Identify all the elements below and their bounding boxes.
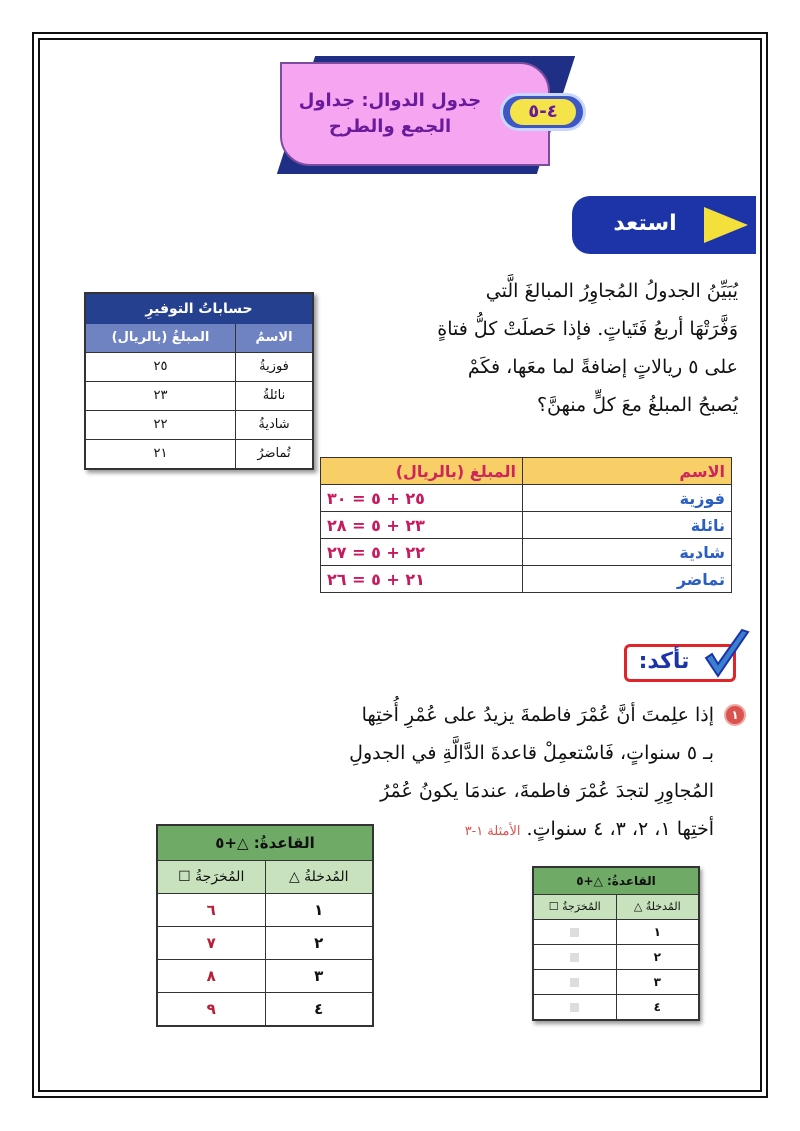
- table-row: [158, 993, 372, 1025]
- cell-name: نائلة: [523, 512, 732, 539]
- header-name: الاسمُ: [235, 324, 312, 352]
- table-row: [534, 945, 698, 970]
- prepare-label: استعد: [613, 211, 677, 236]
- header-name: الاسم: [523, 458, 732, 485]
- table-row: [321, 485, 732, 512]
- savings-table-header: [86, 324, 312, 352]
- cell-expression: ٢٥ + ٥ = ٣٠: [321, 485, 523, 512]
- cell-amount: ٢٢: [153, 417, 168, 432]
- header-output: المُخرَجةُ ☐: [548, 900, 601, 913]
- function-table-header: [158, 861, 372, 894]
- function-rule: القاعدةُ: △+٥: [534, 868, 698, 895]
- cell-input: ٣: [616, 970, 699, 994]
- cell-name: تُماضرُ: [235, 440, 312, 468]
- blank-output-cell[interactable]: [534, 995, 616, 1019]
- placeholder-square-icon: [570, 978, 579, 987]
- table-row: [86, 352, 312, 381]
- table-row: [321, 512, 732, 539]
- cell-name: شادية: [523, 539, 732, 566]
- blank-output-cell[interactable]: [534, 920, 616, 944]
- cell-input: ١: [265, 894, 373, 926]
- cell-output: ٩: [206, 1000, 216, 1018]
- lesson-title-line-1: جدول الدوال: جداول: [298, 90, 482, 111]
- intro-line: وَفَّرَتْهَا أربعُ فَتَياتٍ. فإذا حَصلَتْ كلُّ فتاةٍ: [437, 318, 738, 340]
- cell-name: تماضر: [523, 566, 732, 593]
- cell-amount: ٢١: [153, 446, 168, 461]
- table-row: [534, 995, 698, 1019]
- cell-output: ٧: [206, 934, 216, 952]
- cell-expression: ٢١ + ٥ = ٢٦: [321, 566, 523, 593]
- table-row: [534, 920, 698, 945]
- cell-name: شاديةُ: [235, 411, 312, 439]
- cell-name: فوزيةُ: [235, 353, 312, 381]
- function-table-blank: [532, 866, 700, 1021]
- intro-line: على ٥ ريالاتٍ إضافةً لما معَها، فكَمْ: [467, 356, 738, 378]
- exercise-line: المُجاوِرِ لتجدَ عُمْرَ فاطمةَ، عندمَا يكونُ عُمْرُ: [380, 780, 714, 802]
- lesson-title-line-2: الجمع والطرح: [328, 116, 452, 137]
- savings-table: [84, 292, 314, 470]
- header-input: المُدخلةُ △: [616, 895, 699, 919]
- exercise-line: إذا علِمتَ أنَّ عُمْرَ فاطمةَ يزيدُ على عُمْرِ أُختِها: [361, 704, 714, 726]
- function-table-answer: [156, 824, 374, 1027]
- blank-output-cell[interactable]: [534, 970, 616, 994]
- cell-input: ١: [616, 920, 699, 944]
- computed-table: [320, 457, 732, 593]
- lesson-title: [290, 88, 490, 140]
- cell-input: ٢: [616, 945, 699, 969]
- table-row: [86, 381, 312, 410]
- placeholder-square-icon: [570, 953, 579, 962]
- computed-table-header: [321, 458, 732, 485]
- table-row: [86, 410, 312, 439]
- table-row: [86, 439, 312, 468]
- exercise-line-text: أختِها ١، ٢، ٣، ٤ سنواتٍ.: [526, 818, 714, 840]
- header-amount: المبلغُ (بالريال): [111, 330, 210, 345]
- header-output: المُخرَجةُ ☐: [178, 869, 245, 885]
- lesson-number: ٤-٥: [510, 99, 576, 125]
- cell-output: ٦: [206, 901, 216, 919]
- table-row: [158, 960, 372, 993]
- placeholder-square-icon: [570, 1003, 579, 1012]
- cell-output: ٨: [206, 967, 216, 985]
- table-row: [321, 566, 732, 593]
- blank-output-cell[interactable]: [534, 945, 616, 969]
- table-row: [534, 970, 698, 995]
- cell-name: نائلةُ: [235, 382, 312, 410]
- function-table-header: [534, 895, 698, 920]
- exercise-line: بـ ٥ سنواتٍ، فَاسْتعمِلْ قاعدةَ الدَّالَّةِ في الجدولِ: [349, 742, 714, 764]
- header-input: المُدخلةُ △: [265, 861, 373, 893]
- cell-amount: ٢٥: [153, 359, 168, 374]
- table-row: [158, 894, 372, 927]
- cell-amount: ٢٣: [153, 388, 168, 403]
- checkmark-icon: [702, 628, 752, 680]
- cell-expression: ٢٣ + ٥ = ٢٨: [321, 512, 523, 539]
- intro-line: يُصبحُ المبلغُ معَ كلٍّ منهنَّ؟: [536, 394, 738, 416]
- cell-input: ٢: [265, 927, 373, 959]
- header-amount: المبلغ (بالريال): [321, 458, 523, 485]
- table-row: [321, 539, 732, 566]
- exercise-number-badge: ١: [724, 704, 746, 726]
- cell-input: ٣: [265, 960, 373, 992]
- prepare-arrow-icon: [704, 207, 748, 243]
- placeholder-square-icon: [570, 928, 579, 937]
- cell-input: ٤: [265, 993, 373, 1025]
- cell-name: فوزية: [523, 485, 732, 512]
- intro-paragraph: [318, 272, 738, 424]
- cell-expression: ٢٢ + ٥ = ٢٧: [321, 539, 523, 566]
- cell-input: ٤: [616, 995, 699, 1019]
- check-label: تأكد:: [638, 649, 690, 674]
- lesson-number-badge: [500, 93, 586, 131]
- intro-line: يُبَيِّنُ الجدولُ المُجاوِرُ المبالغَ الَّتي: [485, 280, 738, 302]
- examples-reference: الأمثلة ١-٣: [464, 824, 521, 839]
- savings-table-title: حساباتُ التوفيرِ: [86, 294, 312, 324]
- function-rule: القاعدةُ: △+٥: [158, 826, 372, 861]
- table-row: [158, 927, 372, 960]
